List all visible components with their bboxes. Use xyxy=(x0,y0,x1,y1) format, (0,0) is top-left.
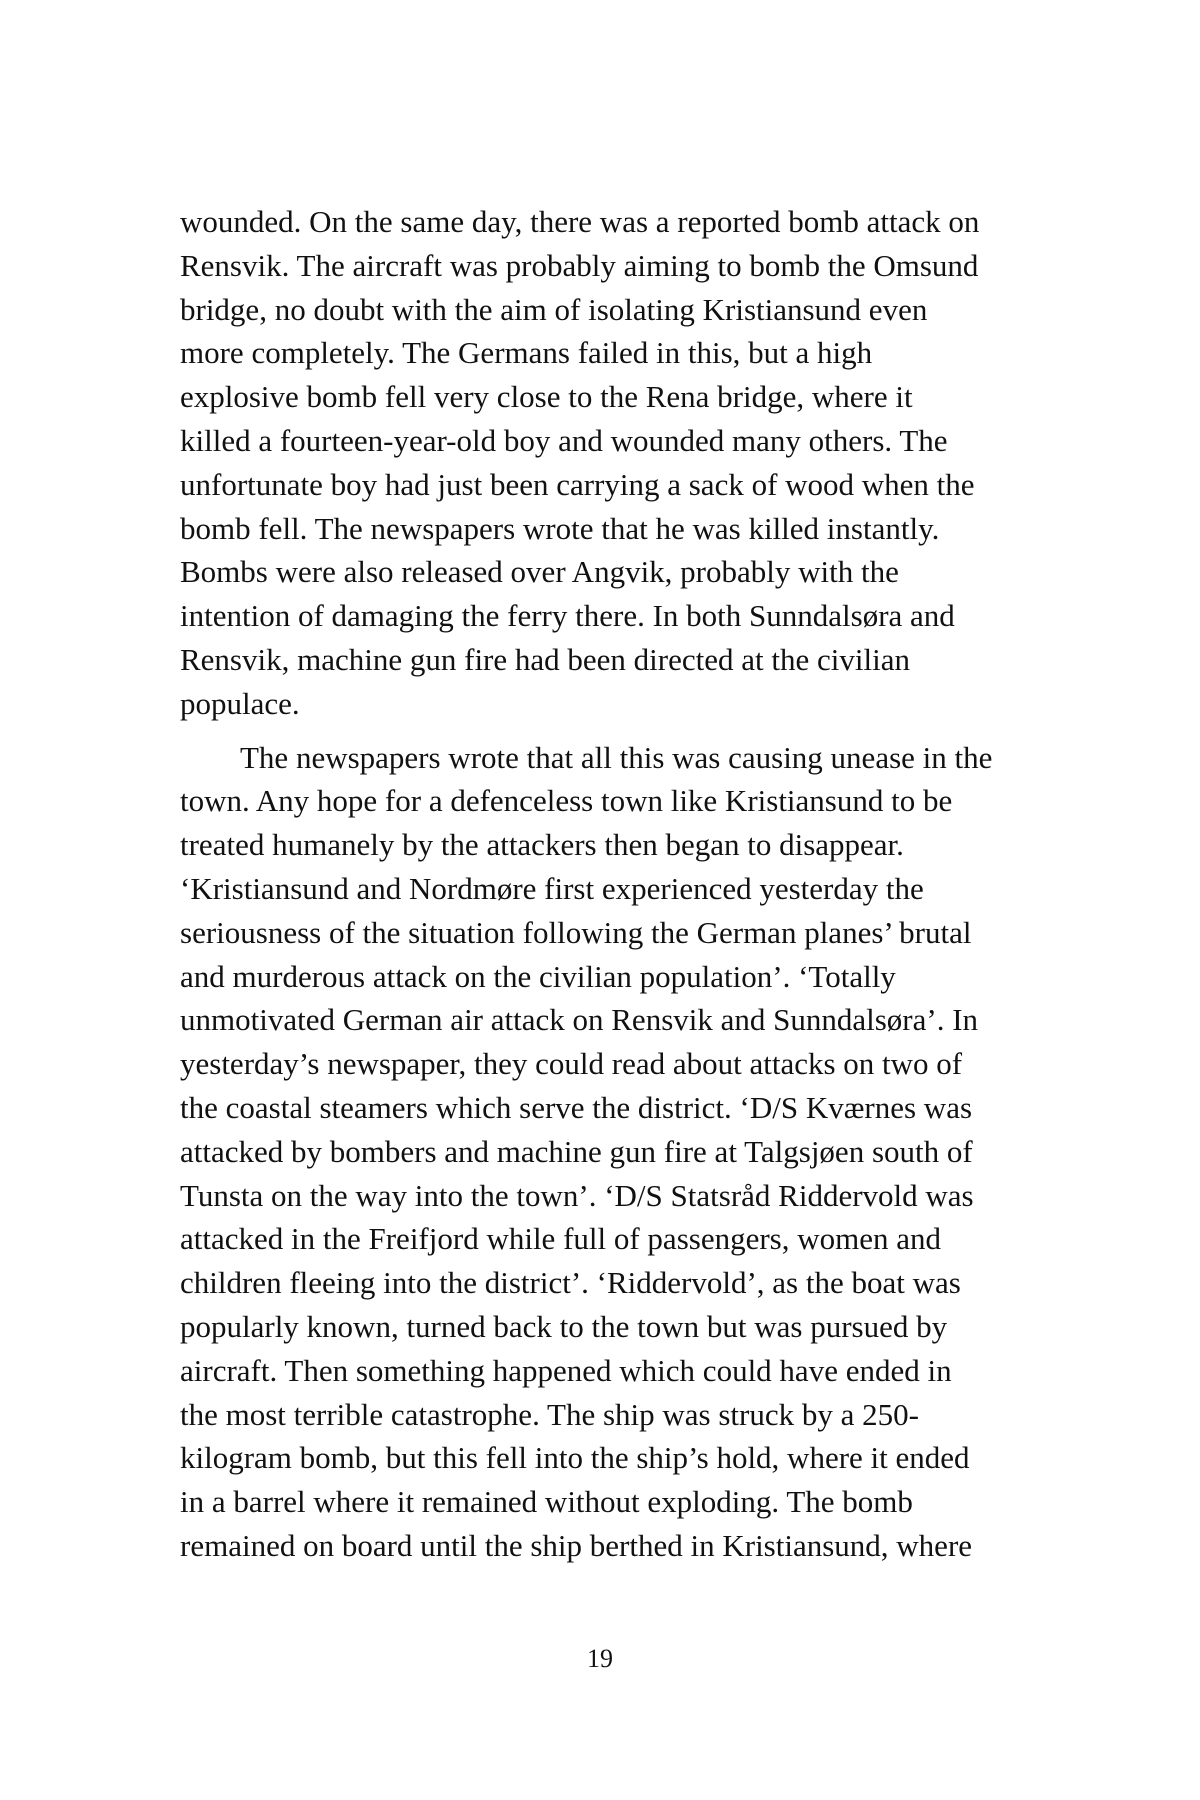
paragraph-2 xyxy=(180,736,1055,1568)
text-line: Tunsta on the way into the town’. ‘D/S Statsråd Riddervold was xyxy=(180,1177,974,1213)
text-line: Rensvik. The aircraft was probably aiming to bomb the Omsund xyxy=(180,247,979,283)
text-line: Rensvik, machine gun fire had been directed at the civilian xyxy=(180,641,910,677)
text-line: Bombs were also released over Angvik, probably with the xyxy=(180,554,899,590)
text-line: children fleeing into the district’. ‘Riddervold’, as the boat was xyxy=(180,1265,961,1301)
text-line: the coastal steamers which serve the district. ‘D/S Kværnes was xyxy=(180,1089,973,1125)
text-line: populace. xyxy=(180,685,300,721)
page-number: 19 xyxy=(587,1644,613,1673)
text-line: ‘Kristiansund and Nordmøre first experienced yesterday the xyxy=(180,870,924,906)
text-line: attacked by bombers and machine gun fire at Talgsjøen south of xyxy=(180,1133,973,1169)
text-line: unfortunate boy had just been carrying a sack of wood when the xyxy=(180,466,975,502)
text-line: remained on board until the ship berthed in Kristiansund, where xyxy=(180,1527,973,1563)
text-line: town. Any hope for a defenceless town like Kristiansund to be xyxy=(180,783,953,819)
text-line: and murderous attack on the civilian population’. ‘Totally xyxy=(180,958,896,994)
text-line-indented: The newspapers wrote that all this was causing unease in the xyxy=(240,739,993,775)
text-line: bomb fell. The newspapers wrote that he was killed instantly. xyxy=(180,510,940,546)
text-line: bridge, no doubt with the aim of isolating Kristiansund even xyxy=(180,291,928,327)
text-line: intention of damaging the ferry there. In both Sunndalsøra and xyxy=(180,598,955,634)
text-line: killed a fourteen-year-old boy and wounded many others. The xyxy=(180,422,948,458)
paragraph-spacing xyxy=(180,726,1055,736)
text-line: in a barrel where it remained without exploding. The bomb xyxy=(180,1484,913,1520)
text-line: popularly known, turned back to the town but was pursued by xyxy=(180,1308,948,1344)
text-line: kilogram bomb, but this fell into the ship’s hold, where it ended xyxy=(180,1440,970,1476)
text-line: seriousness of the situation following the German planes’ brutal xyxy=(180,914,972,950)
body-text xyxy=(180,200,1055,1568)
text-line: the most terrible catastrophe. The ship was struck by a 250- xyxy=(180,1396,919,1432)
text-line: treated humanely by the attackers then began to disappear. xyxy=(180,827,904,863)
paragraph-1 xyxy=(180,200,1055,726)
text-line: attacked in the Freifjord while full of passengers, women and xyxy=(180,1221,941,1257)
text-line: unmotivated German air attack on Rensvik and Sunndalsøra’. In xyxy=(180,1002,979,1038)
text-line: wounded. On the same day, there was a reported bomb attack on xyxy=(180,204,980,239)
text-line: aircraft. Then something happened which could have ended in xyxy=(180,1352,952,1388)
text-line: explosive bomb fell very close to the Rena bridge, where it xyxy=(180,379,913,415)
text-line: more completely. The Germans failed in this, but a high xyxy=(180,335,873,371)
text-line: yesterday’s newspaper, they could read about attacks on two of xyxy=(180,1046,963,1082)
